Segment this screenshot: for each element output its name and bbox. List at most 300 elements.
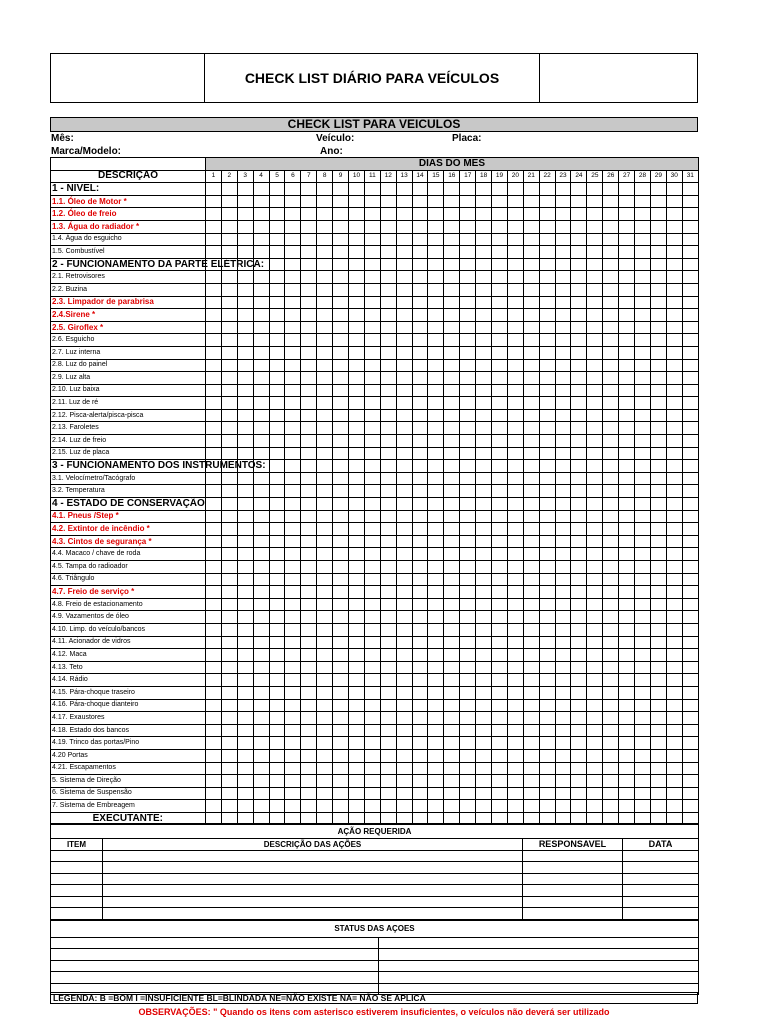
day-check-cell[interactable] [301,397,317,410]
day-check-cell[interactable] [396,510,412,523]
day-check-cell[interactable] [555,586,571,599]
day-check-cell[interactable] [206,611,222,624]
day-check-cell[interactable] [555,623,571,636]
day-check-cell[interactable] [666,447,682,460]
day-check-cell[interactable] [285,611,301,624]
day-check-cell[interactable] [619,611,635,624]
day-check-cell[interactable] [396,586,412,599]
day-check-cell[interactable] [635,649,651,662]
day-check-cell[interactable] [635,409,651,422]
day-check-cell[interactable] [237,749,253,762]
day-check-cell[interactable] [460,384,476,397]
day-check-cell[interactable] [444,561,460,574]
day-check-cell[interactable] [237,712,253,725]
day-check-cell[interactable] [349,246,365,259]
day-check-cell[interactable] [523,762,539,775]
day-check-cell[interactable] [269,699,285,712]
day-check-cell[interactable] [476,762,492,775]
day-check-cell[interactable] [507,573,523,586]
day-check-cell[interactable] [221,246,237,259]
day-check-cell[interactable] [444,195,460,208]
day-check-cell[interactable] [412,561,428,574]
day-check-cell[interactable] [253,246,269,259]
day-check-cell[interactable] [349,309,365,322]
day-check-cell[interactable] [650,409,666,422]
day-check-cell[interactable] [428,623,444,636]
day-check-cell[interactable] [364,397,380,410]
day-check-cell[interactable] [571,561,587,574]
day-check-cell[interactable] [666,737,682,750]
day-check-cell[interactable] [412,636,428,649]
day-check-cell[interactable] [237,359,253,372]
day-check-cell[interactable] [317,561,333,574]
day-check-cell[interactable] [364,233,380,246]
day-check-cell[interactable] [492,686,508,699]
day-check-cell[interactable] [476,636,492,649]
day-check-cell[interactable] [380,800,396,813]
day-check-cell[interactable] [666,724,682,737]
day-check-cell[interactable] [603,510,619,523]
day-check-cell[interactable] [650,775,666,788]
day-check-cell[interactable] [206,283,222,296]
day-check-cell[interactable] [460,548,476,561]
day-check-cell[interactable] [587,598,603,611]
day-check-cell[interactable] [301,611,317,624]
day-check-cell[interactable] [444,233,460,246]
day-check-cell[interactable] [587,233,603,246]
day-check-cell[interactable] [221,208,237,221]
day-check-cell[interactable] [364,510,380,523]
day-check-cell[interactable] [317,787,333,800]
day-check-cell[interactable] [269,485,285,498]
day-check-cell[interactable] [285,246,301,259]
day-check-cell[interactable] [301,498,317,511]
day-check-cell[interactable] [571,435,587,448]
day-check-cell[interactable] [221,220,237,233]
day-check-cell[interactable] [412,535,428,548]
day-check-cell[interactable] [221,561,237,574]
day-check-cell[interactable] [492,258,508,271]
day-check-cell[interactable] [237,573,253,586]
day-check-cell[interactable] [587,283,603,296]
day-check-cell[interactable] [650,623,666,636]
day-check-cell[interactable] [650,359,666,372]
day-check-cell[interactable] [587,296,603,309]
day-check-cell[interactable] [253,636,269,649]
day-check-cell[interactable] [492,712,508,725]
day-check-cell[interactable] [285,561,301,574]
day-check-cell[interactable] [269,636,285,649]
day-check-cell[interactable] [206,510,222,523]
day-check-cell[interactable] [635,384,651,397]
day-check-cell[interactable] [539,334,555,347]
day-check-cell[interactable] [428,800,444,813]
day-check-cell[interactable] [285,397,301,410]
day-check-cell[interactable] [412,220,428,233]
day-check-cell[interactable] [237,787,253,800]
day-check-cell[interactable] [650,586,666,599]
day-check-cell[interactable] [269,775,285,788]
day-check-cell[interactable] [619,573,635,586]
day-check-cell[interactable] [301,649,317,662]
day-check-cell[interactable] [666,346,682,359]
day-check-cell[interactable] [555,775,571,788]
day-check-cell[interactable] [571,233,587,246]
day-check-cell[interactable] [492,787,508,800]
day-check-cell[interactable] [523,283,539,296]
day-check-cell[interactable] [587,485,603,498]
day-check-cell[interactable] [619,460,635,473]
day-check-cell[interactable] [444,523,460,536]
day-check-cell[interactable] [635,775,651,788]
day-check-cell[interactable] [635,460,651,473]
day-check-cell[interactable] [492,321,508,334]
day-check-cell[interactable] [206,649,222,662]
day-check-cell[interactable] [492,220,508,233]
day-check-cell[interactable] [221,523,237,536]
day-check-cell[interactable] [539,435,555,448]
day-check-cell[interactable] [555,258,571,271]
day-check-cell[interactable] [428,460,444,473]
day-check-cell[interactable] [333,686,349,699]
day-check-cell[interactable] [650,220,666,233]
day-check-cell[interactable] [428,498,444,511]
day-check-cell[interactable] [412,384,428,397]
day-check-cell[interactable] [539,686,555,699]
day-check-cell[interactable] [587,800,603,813]
day-check-cell[interactable] [507,510,523,523]
day-check-cell[interactable] [587,523,603,536]
day-check-cell[interactable] [269,749,285,762]
day-check-cell[interactable] [539,611,555,624]
day-check-cell[interactable] [301,271,317,284]
day-check-cell[interactable] [412,661,428,674]
day-check-cell[interactable] [301,220,317,233]
day-check-cell[interactable] [650,309,666,322]
day-check-cell[interactable] [301,800,317,813]
day-check-cell[interactable] [333,649,349,662]
day-check-cell[interactable] [619,321,635,334]
day-check-cell[interactable] [301,422,317,435]
day-check-cell[interactable] [603,283,619,296]
day-check-cell[interactable] [380,409,396,422]
day-check-cell[interactable] [396,422,412,435]
day-check-cell[interactable] [650,485,666,498]
day-check-cell[interactable] [460,346,476,359]
day-check-cell[interactable] [666,800,682,813]
day-check-cell[interactable] [317,573,333,586]
day-check-cell[interactable] [237,775,253,788]
day-check-cell[interactable] [237,397,253,410]
day-check-cell[interactable] [221,573,237,586]
day-check-cell[interactable] [380,623,396,636]
day-check-cell[interactable] [682,737,698,750]
day-check-cell[interactable] [396,409,412,422]
day-check-cell[interactable] [460,208,476,221]
day-check-cell[interactable] [364,309,380,322]
day-check-cell[interactable] [650,724,666,737]
day-check-cell[interactable] [587,346,603,359]
day-check-cell[interactable] [666,233,682,246]
day-check-cell[interactable] [539,220,555,233]
day-check-cell[interactable] [428,762,444,775]
day-check-cell[interactable] [412,800,428,813]
day-check-cell[interactable] [650,498,666,511]
day-check-cell[interactable] [396,749,412,762]
day-check-cell[interactable] [317,435,333,448]
day-check-cell[interactable] [301,309,317,322]
day-check-cell[interactable] [237,472,253,485]
day-check-cell[interactable] [269,686,285,699]
day-check-cell[interactable] [523,321,539,334]
day-check-cell[interactable] [253,397,269,410]
day-check-cell[interactable] [206,208,222,221]
day-check-cell[interactable] [206,586,222,599]
day-check-cell[interactable] [428,397,444,410]
day-check-cell[interactable] [460,195,476,208]
day-check-cell[interactable] [666,787,682,800]
day-check-cell[interactable] [237,674,253,687]
day-check-cell[interactable] [237,598,253,611]
day-check-cell[interactable] [253,472,269,485]
day-check-cell[interactable] [682,208,698,221]
day-check-cell[interactable] [412,258,428,271]
day-check-cell[interactable] [571,649,587,662]
day-check-cell[interactable] [682,233,698,246]
data-cell[interactable] [623,908,699,920]
day-check-cell[interactable] [396,435,412,448]
day-check-cell[interactable] [444,623,460,636]
day-check-cell[interactable] [333,233,349,246]
day-check-cell[interactable] [301,636,317,649]
day-check-cell[interactable] [380,220,396,233]
day-check-cell[interactable] [571,636,587,649]
day-check-cell[interactable] [364,498,380,511]
day-check-cell[interactable] [349,283,365,296]
day-check-cell[interactable] [206,762,222,775]
day-check-cell[interactable] [428,561,444,574]
day-check-cell[interactable] [555,397,571,410]
day-check-cell[interactable] [492,548,508,561]
day-check-cell[interactable] [635,283,651,296]
day-check-cell[interactable] [364,346,380,359]
day-check-cell[interactable] [555,472,571,485]
day-check-cell[interactable] [412,699,428,712]
descricao-cell[interactable] [103,885,523,897]
day-check-cell[interactable] [539,208,555,221]
day-check-cell[interactable] [221,800,237,813]
day-check-cell[interactable] [364,485,380,498]
day-check-cell[interactable] [253,775,269,788]
day-check-cell[interactable] [666,409,682,422]
day-check-cell[interactable] [396,460,412,473]
day-check-cell[interactable] [221,384,237,397]
day-check-cell[interactable] [650,447,666,460]
day-check-cell[interactable] [507,334,523,347]
day-check-cell[interactable] [396,611,412,624]
day-check-cell[interactable] [317,372,333,385]
day-check-cell[interactable] [285,737,301,750]
day-check-cell[interactable] [380,649,396,662]
day-check-cell[interactable] [476,573,492,586]
day-check-cell[interactable] [269,447,285,460]
day-check-cell[interactable] [555,737,571,750]
day-check-cell[interactable] [539,485,555,498]
day-check-cell[interactable] [555,611,571,624]
day-check-cell[interactable] [333,321,349,334]
day-check-cell[interactable] [444,397,460,410]
day-check-cell[interactable] [221,183,237,196]
day-check-cell[interactable] [269,296,285,309]
day-check-cell[interactable] [555,724,571,737]
day-check-cell[interactable] [650,737,666,750]
day-check-cell[interactable] [587,712,603,725]
day-check-cell[interactable] [237,561,253,574]
day-check-cell[interactable] [555,309,571,322]
day-check-cell[interactable] [603,309,619,322]
day-check-cell[interactable] [444,460,460,473]
day-check-cell[interactable] [666,712,682,725]
day-check-cell[interactable] [603,598,619,611]
day-check-cell[interactable] [539,548,555,561]
day-check-cell[interactable] [492,775,508,788]
day-check-cell[interactable] [476,309,492,322]
data-cell[interactable] [623,873,699,885]
day-check-cell[interactable] [619,800,635,813]
day-check-cell[interactable] [380,334,396,347]
day-check-cell[interactable] [206,498,222,511]
day-check-cell[interactable] [650,208,666,221]
day-check-cell[interactable] [333,195,349,208]
status-right-cell[interactable] [379,937,699,949]
day-check-cell[interactable] [333,623,349,636]
day-check-cell[interactable] [539,649,555,662]
day-check-cell[interactable] [396,636,412,649]
day-check-cell[interactable] [539,422,555,435]
day-check-cell[interactable] [682,510,698,523]
day-check-cell[interactable] [539,661,555,674]
day-check-cell[interactable] [650,246,666,259]
day-check-cell[interactable] [285,586,301,599]
day-check-cell[interactable] [555,510,571,523]
day-check-cell[interactable] [221,775,237,788]
day-check-cell[interactable] [428,598,444,611]
day-check-cell[interactable] [619,359,635,372]
day-check-cell[interactable] [380,737,396,750]
day-check-cell[interactable] [539,586,555,599]
day-check-cell[interactable] [635,724,651,737]
day-check-cell[interactable] [412,623,428,636]
day-check-cell[interactable] [269,611,285,624]
day-check-cell[interactable] [317,674,333,687]
day-check-cell[interactable] [507,611,523,624]
day-check-cell[interactable] [301,435,317,448]
day-check-cell[interactable] [666,271,682,284]
day-check-cell[interactable] [412,787,428,800]
day-check-cell[interactable] [269,787,285,800]
day-check-cell[interactable] [444,359,460,372]
day-check-cell[interactable] [523,775,539,788]
day-check-cell[interactable] [603,649,619,662]
day-check-cell[interactable] [396,397,412,410]
day-check-cell[interactable] [476,485,492,498]
day-check-cell[interactable] [603,246,619,259]
day-check-cell[interactable] [237,346,253,359]
day-check-cell[interactable] [650,661,666,674]
day-check-cell[interactable] [253,586,269,599]
day-check-cell[interactable] [571,749,587,762]
day-check-cell[interactable] [412,321,428,334]
day-check-cell[interactable] [206,535,222,548]
day-check-cell[interactable] [301,447,317,460]
day-check-cell[interactable] [571,283,587,296]
day-check-cell[interactable] [364,649,380,662]
day-check-cell[interactable] [206,573,222,586]
day-check-cell[interactable] [555,699,571,712]
day-check-cell[interactable] [206,636,222,649]
day-check-cell[interactable] [682,384,698,397]
day-check-cell[interactable] [380,422,396,435]
day-check-cell[interactable] [666,674,682,687]
day-check-cell[interactable] [396,699,412,712]
day-check-cell[interactable] [571,271,587,284]
day-check-cell[interactable] [682,422,698,435]
day-check-cell[interactable] [587,749,603,762]
day-check-cell[interactable] [364,548,380,561]
day-check-cell[interactable] [571,699,587,712]
day-check-cell[interactable] [682,346,698,359]
day-check-cell[interactable] [635,611,651,624]
day-check-cell[interactable] [428,535,444,548]
status-right-cell[interactable] [379,960,699,972]
day-check-cell[interactable] [396,296,412,309]
day-check-cell[interactable] [237,220,253,233]
day-check-cell[interactable] [571,510,587,523]
day-check-cell[interactable] [492,359,508,372]
day-check-cell[interactable] [460,460,476,473]
day-check-cell[interactable] [221,636,237,649]
day-check-cell[interactable] [650,699,666,712]
day-check-cell[interactable] [221,233,237,246]
day-check-cell[interactable] [650,346,666,359]
day-check-cell[interactable] [221,724,237,737]
day-check-cell[interactable] [317,460,333,473]
day-check-cell[interactable] [603,800,619,813]
day-check-cell[interactable] [412,334,428,347]
day-check-cell[interactable] [666,762,682,775]
day-check-cell[interactable] [221,787,237,800]
day-check-cell[interactable] [380,296,396,309]
day-check-cell[interactable] [237,422,253,435]
day-check-cell[interactable] [364,460,380,473]
day-check-cell[interactable] [428,586,444,599]
day-check-cell[interactable] [237,195,253,208]
day-check-cell[interactable] [237,686,253,699]
day-check-cell[interactable] [253,749,269,762]
day-check-cell[interactable] [635,737,651,750]
day-check-cell[interactable] [285,498,301,511]
day-check-cell[interactable] [555,749,571,762]
day-check-cell[interactable] [317,359,333,372]
day-check-cell[interactable] [206,233,222,246]
day-check-cell[interactable] [301,661,317,674]
day-check-cell[interactable] [364,762,380,775]
day-check-cell[interactable] [364,208,380,221]
day-check-cell[interactable] [349,535,365,548]
day-check-cell[interactable] [444,712,460,725]
day-check-cell[interactable] [635,510,651,523]
day-check-cell[interactable] [571,258,587,271]
